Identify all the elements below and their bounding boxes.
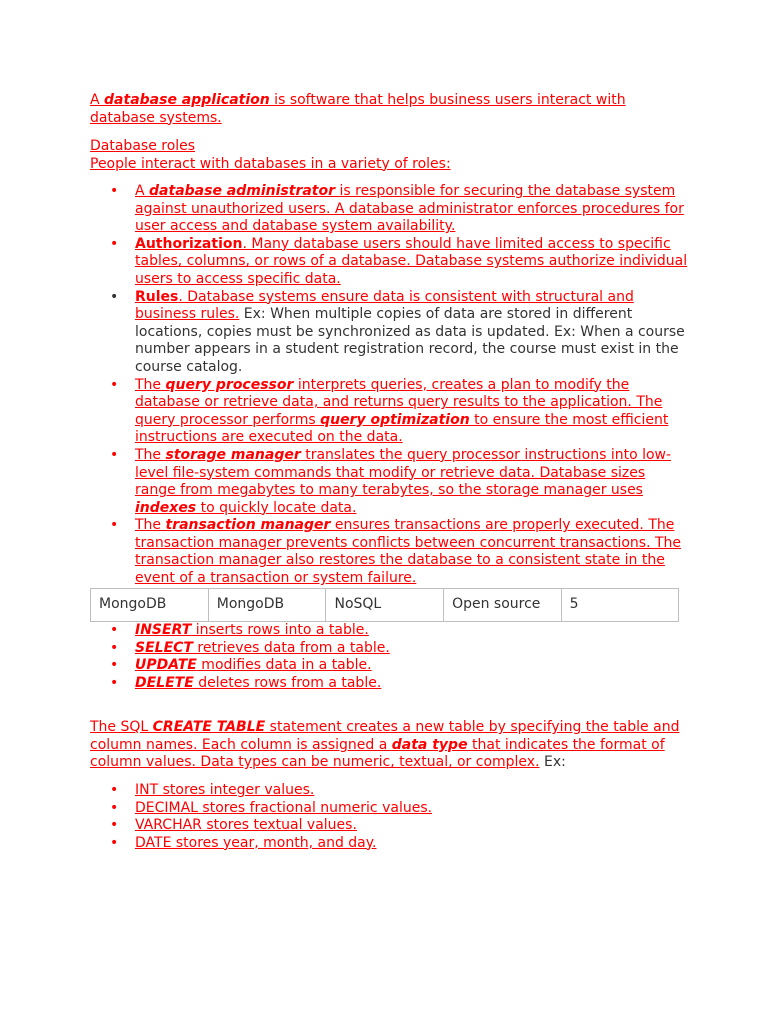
term-storage-manager: storage manager	[165, 446, 301, 463]
list-item: • INT stores integer values.	[110, 782, 315, 798]
bullet-icon: •	[110, 622, 119, 638]
term-transaction-manager: transaction manager	[165, 517, 331, 534]
list-item: • Rules. Database systems ensure data is consistent with structural and business rules. Ex: When multiple copies of data are stored in different locations, copies must be synchronized as data is updated. Ex: When a course number appears in a student registration record, the course must exist in the course catalog.	[110, 288, 685, 375]
roles-subheading: People interact with databases in a variety of roles:	[90, 155, 451, 172]
table-cell: 5	[561, 589, 678, 622]
term-database-application: database application	[104, 92, 270, 108]
table-cell: MongoDB	[208, 589, 326, 622]
bullet-icon: •	[110, 799, 119, 816]
list-item: • DATE stores year, month, and day.	[110, 834, 377, 851]
term-rules: Rules	[135, 288, 179, 305]
bullet-icon: •	[110, 782, 119, 798]
bullet-icon: •	[110, 517, 119, 534]
term-indexes: indexes	[135, 499, 197, 516]
term-data-type: data type	[391, 736, 468, 753]
term-delete: DELETE	[135, 674, 194, 691]
intro-prefix: A	[90, 92, 105, 108]
bullet-icon: •	[110, 639, 119, 656]
table-cell: NoSQL	[326, 589, 444, 622]
term-query-processor: query processor	[165, 376, 294, 393]
bullet-icon: •	[110, 183, 119, 199]
term-database-administrator: database administrator	[149, 183, 336, 199]
create-table-paragraph: The SQL CREATE TABLE statement creates a new table by specifying the table and column names. Each column is assigned a data type that indicates the format of column values. Data types can be numeric, textual, or complex. Ex:	[90, 719, 680, 771]
table-cell: Open source	[444, 589, 562, 622]
term-update: UPDATE	[135, 657, 197, 674]
bullet-icon: •	[110, 376, 119, 393]
list-item: • DECIMAL stores fractional numeric values.	[110, 799, 433, 816]
table-row	[91, 589, 679, 622]
list-item: • INSERT inserts rows into a table.	[110, 622, 369, 638]
intro-paragraph	[90, 92, 690, 127]
list-item: • A database administrator is responsible for securing the database system against unauthorized users. A database administrator enforces procedures for user access and database system availability.	[110, 183, 684, 235]
bullet-icon: •	[110, 288, 119, 305]
sql-commands-list	[90, 622, 690, 692]
list-item: • Authorization. Many database users should have limited access to specific tables, columns, or rows of a database. Database systems authorize individual users to access specific data.	[110, 235, 688, 287]
bullet-icon: •	[110, 446, 119, 463]
roles-list	[90, 183, 690, 588]
bullet-icon: •	[110, 657, 119, 674]
term-create-table: CREATE TABLE	[152, 719, 266, 735]
list-item: • SELECT retrieves data from a table.	[110, 639, 390, 656]
list-item: • The transaction manager ensures transactions are properly executed. The transaction manager prevents conflicts between concurrent transactions. The transaction manager also restores the database to a consistent state in the event of a transaction or system failure.	[110, 517, 682, 587]
bullet-icon: •	[110, 674, 119, 691]
term-insert: INSERT	[135, 622, 192, 638]
list-item: • DELETE deletes rows from a table.	[110, 674, 382, 691]
intro-rest: is software that helps business users interact with database systems.	[90, 92, 626, 126]
bullet-icon: •	[110, 834, 119, 851]
roles-heading-block	[90, 138, 690, 173]
term-query-optimization: query optimization	[320, 411, 470, 428]
list-item: • UPDATE modifies data in a table.	[110, 657, 372, 674]
list-item: • The storage manager translates the query processor instructions into low-level file-system commands that modify or retrieve data. Database sizes range from megabytes to many terabytes, so the storage manager uses indexes to quickly locate data.	[110, 446, 672, 516]
dbms-table	[90, 588, 679, 622]
roles-heading: Database roles	[90, 138, 196, 154]
term-select: SELECT	[135, 639, 193, 656]
bullet-icon: •	[110, 235, 119, 252]
data-types-list	[90, 782, 690, 852]
term-authorization: Authorization	[135, 235, 243, 252]
table-cell: MongoDB	[91, 589, 209, 622]
list-item: • The query processor interprets queries, creates a plan to modify the database or retrieve data, and returns query results to the application. The query processor performs query optimization to ensure the most efficient instructions are executed on the data.	[110, 376, 669, 446]
bullet-icon: •	[110, 817, 119, 834]
list-item: • VARCHAR stores textual values.	[110, 817, 357, 834]
